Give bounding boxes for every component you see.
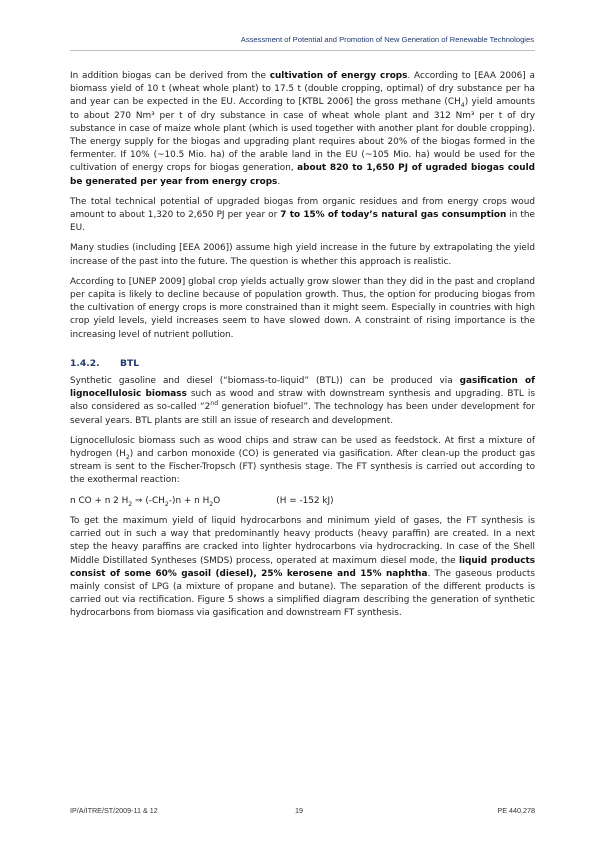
paragraph-lignocellulosic-feedstock: Lignocellulosic biomass such as wood chips and straw can be used as feedstock. At first a mixture of hydrogen $(H_2)$ and carbon monoxide (CO) is generated via gasification. After clean-up the product gas stream is sent to the Fischer-Tropsch (FT) synthesis stage. The FT synthesis is carried out according to the exothermal reaction:	[70, 435, 535, 486]
ft-reaction-equation: n CO + n 2 $H_2$ ⇒ $(-CH_2-)n + n$ $H_2O$ (H = -152 kJ)	[70, 495, 334, 508]
section-number: 1.4.2.	[70, 357, 100, 369]
body-text	[70, 70, 535, 628]
paragraph-unep-crop-yields: According to [UNEP 2009] global crop yields actually grow slower than they did in the past and cropland per capita is likely to decline because of population growth. Thus, the option for producing biogas from the cultivation of energy crops is more constrained than it might seem. Especially in countries with high crop yield levels, yield increases seem to have slowed down. A constraint of rising importance is the increasing level of nutrient pollution.	[70, 276, 535, 340]
paragraph-btl-intro: Synthetic gasoline and diesel (“biomass-to-liquid” (BTL)) can be produced via gasification of lignocellulosic biomass such as wood and straw with downstream synthesis and upgrading. BTL is also considered as so-called “2nd generation biofuel”. The technology has been under development for several years. BTL plants are still an issue of research and development.	[70, 376, 535, 426]
reaction-enthalpy: (H = -152 kJ)	[276, 495, 334, 506]
page-footer	[70, 806, 535, 818]
page-number: 19	[295, 806, 303, 815]
section-heading-btl	[70, 357, 535, 370]
document-reference: IP/A/ITRE/ST/2009-11 & 12	[70, 806, 158, 815]
running-header: Assessment of Potential and Promotion of New Generation of Renewable Technologies	[240, 35, 534, 44]
header-divider	[70, 50, 535, 51]
section-title: BTL	[120, 357, 140, 369]
paragraph-yield-studies: Many studies (including [EEA 2006]) assume high yield increase in the future by extrapolating the yield increase of the past into the future. The question is whether this approach is realistic.	[70, 243, 535, 267]
paragraph-biogas-energy-crops: In addition biogas can be derived from the cultivation of energy crops. According to [EAA 2006] a biomass yield of 10 t (wheat whole plant) to 17.5 t (double cropping, optimal) of dry substance per ha and year can be expected in the EU. According to [KTBL 2006] the gross methane $(CH_4)$ yield amounts to about 270 Nm³ per t of dry substance in case of wheat whole plant and 312 Nm³ per t of dry substance in case of maize whole plant (which is used together with another plant for double cropping). The energy supply for the biogas and upgrading plant requires about 20% of the biogas formed in the fermenter. If 10% (~10.5 Mio. ha) of the arable land in the EU (~105 Mio. ha) would be used for the cultivation of energy crops for biogas generation, about 820 to 1,650 PJ of ugraded biogas could be generated per year from energy crops.	[70, 71, 536, 187]
paragraph-ft-synthesis-products: To get the maximum yield of liquid hydrocarbons and minimum yield of gases, the FT synthesis is carried out in such a way that predominantly heavy products (heavy paraffin) are created. In a next step the heavy paraffins are cracked into lighter hydrocarbons via hydrocracking. In case of the Shell Middle Distillated Syntheses (SMDS) process, operated at maximum diesel mode, the liquid products consist of some 60% gasoil (diesel), 25% kerosene and 15% naphtha. The gaseous products mainly consist of LPG (a mixture of propane and butane). The separation of the different products is carried out via rectification. Figure 5 shows a simplified diagram describing the generation of synthetic hydrocarbons from biomass via gasification and downstream FT synthesis.	[70, 515, 535, 619]
paragraph-technical-potential: The total technical potential of upgraded biogas from organic residues and from energy crops woud amount to about 1,320 to 2,650 PJ per year or 7 to 15% of today’s natural gas consumption in the EU.	[70, 196, 535, 234]
pe-reference: PE 440.278	[497, 806, 535, 815]
